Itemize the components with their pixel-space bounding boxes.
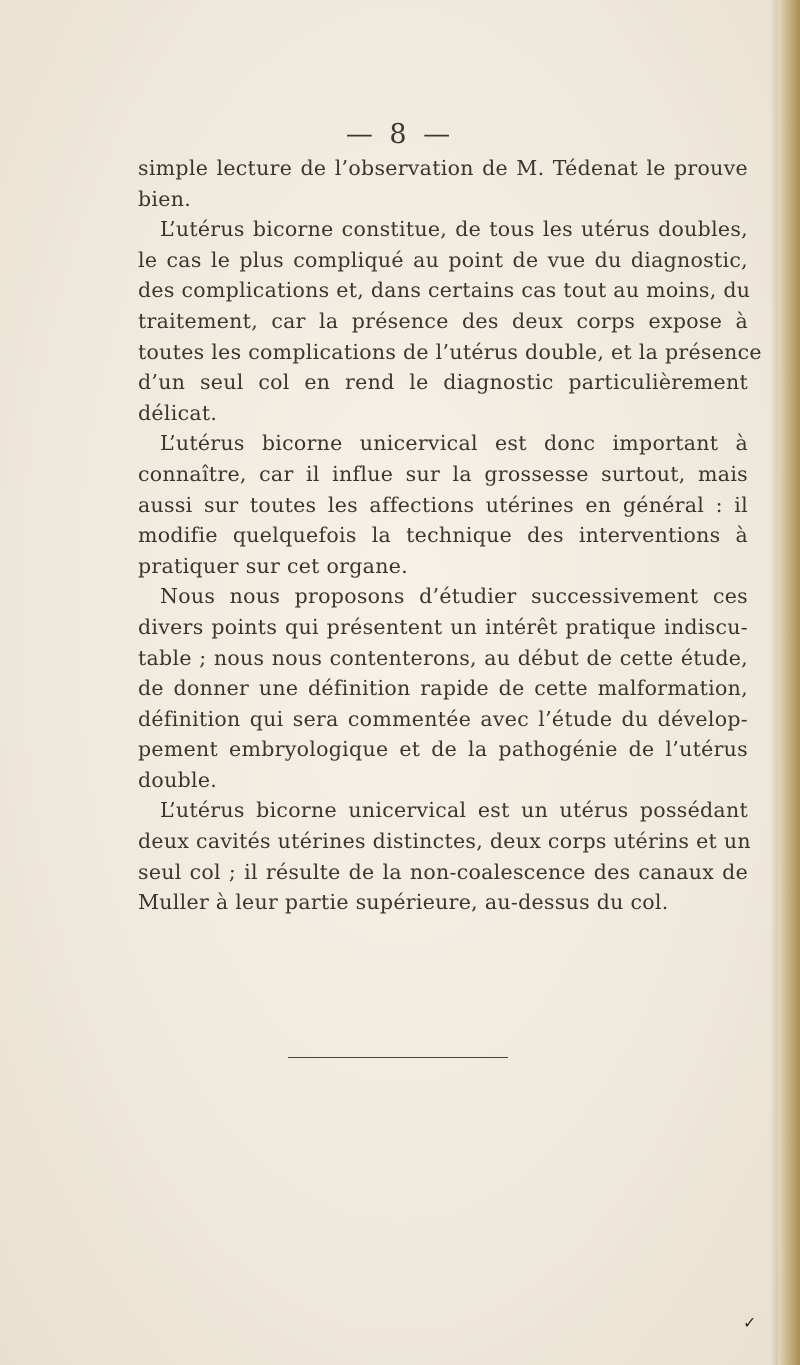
- text-line: définition qui sera commentée avec l’étude du dévelop-: [138, 706, 748, 731]
- text-line: aussi sur toutes les affections utérines en général : il: [138, 492, 748, 517]
- text-line: L’utérus bicorne unicervical est donc important à: [160, 431, 748, 456]
- text-line: des complications et, dans certains cas tout au moins, du: [138, 278, 751, 303]
- text-line: L’utérus bicorne unicervical est un utérus possédant: [160, 798, 748, 823]
- text-line: d’un seul col en rend le diagnostic particulièrement: [138, 370, 748, 395]
- text-line: traitement, car la présence des deux corps expose à: [138, 308, 748, 333]
- text-line: pement embryologique et de la pathogénie de l’utérus: [138, 737, 748, 762]
- text-line: seul col ; il résulte de la non-coalescence des canaux de: [138, 859, 748, 884]
- text-line: table ; nous nous contenterons, au début de cette étude,: [138, 645, 748, 670]
- text-line: délicat.: [138, 400, 218, 425]
- text-line: Nous nous proposons d’étudier successivement ces: [160, 584, 748, 609]
- page-edge: [778, 0, 800, 1365]
- text-line: double.: [138, 767, 218, 792]
- text-line: deux cavités utérines distinctes, deux corps utérins et un: [138, 829, 751, 854]
- page-number: — 8 —: [345, 119, 455, 150]
- text-line: de donner une définition rapide de cette malformation,: [138, 676, 748, 701]
- text-line: pratiquer sur cet organe.: [138, 553, 408, 578]
- text-line: divers points qui présentent un intérêt pratique indiscu-: [138, 614, 748, 639]
- text-line: bien.: [138, 186, 192, 211]
- section-rule: [288, 1057, 508, 1058]
- page-edge-shadow: [770, 0, 778, 1365]
- text-line: le cas le plus compliqué au point de vue du diagnostic,: [138, 247, 748, 272]
- pencil-mark: ✓: [743, 1313, 757, 1332]
- text-line: toutes les complications de l’utérus double, et la présence: [138, 339, 762, 364]
- text-line: connaître, car il influe sur la grossesse surtout, mais: [138, 461, 748, 486]
- text-line: L’utérus bicorne constitue, de tous les utérus doubles,: [160, 217, 748, 242]
- body-text: [138, 153, 762, 918]
- text-line: simple lecture de l’observation de M. Tédenat le prouve: [138, 156, 748, 180]
- text-line: Muller à leur partie supérieure, au-dessus du col.: [138, 890, 669, 915]
- text-line: modifie quelquefois la technique des interventions à: [138, 523, 748, 548]
